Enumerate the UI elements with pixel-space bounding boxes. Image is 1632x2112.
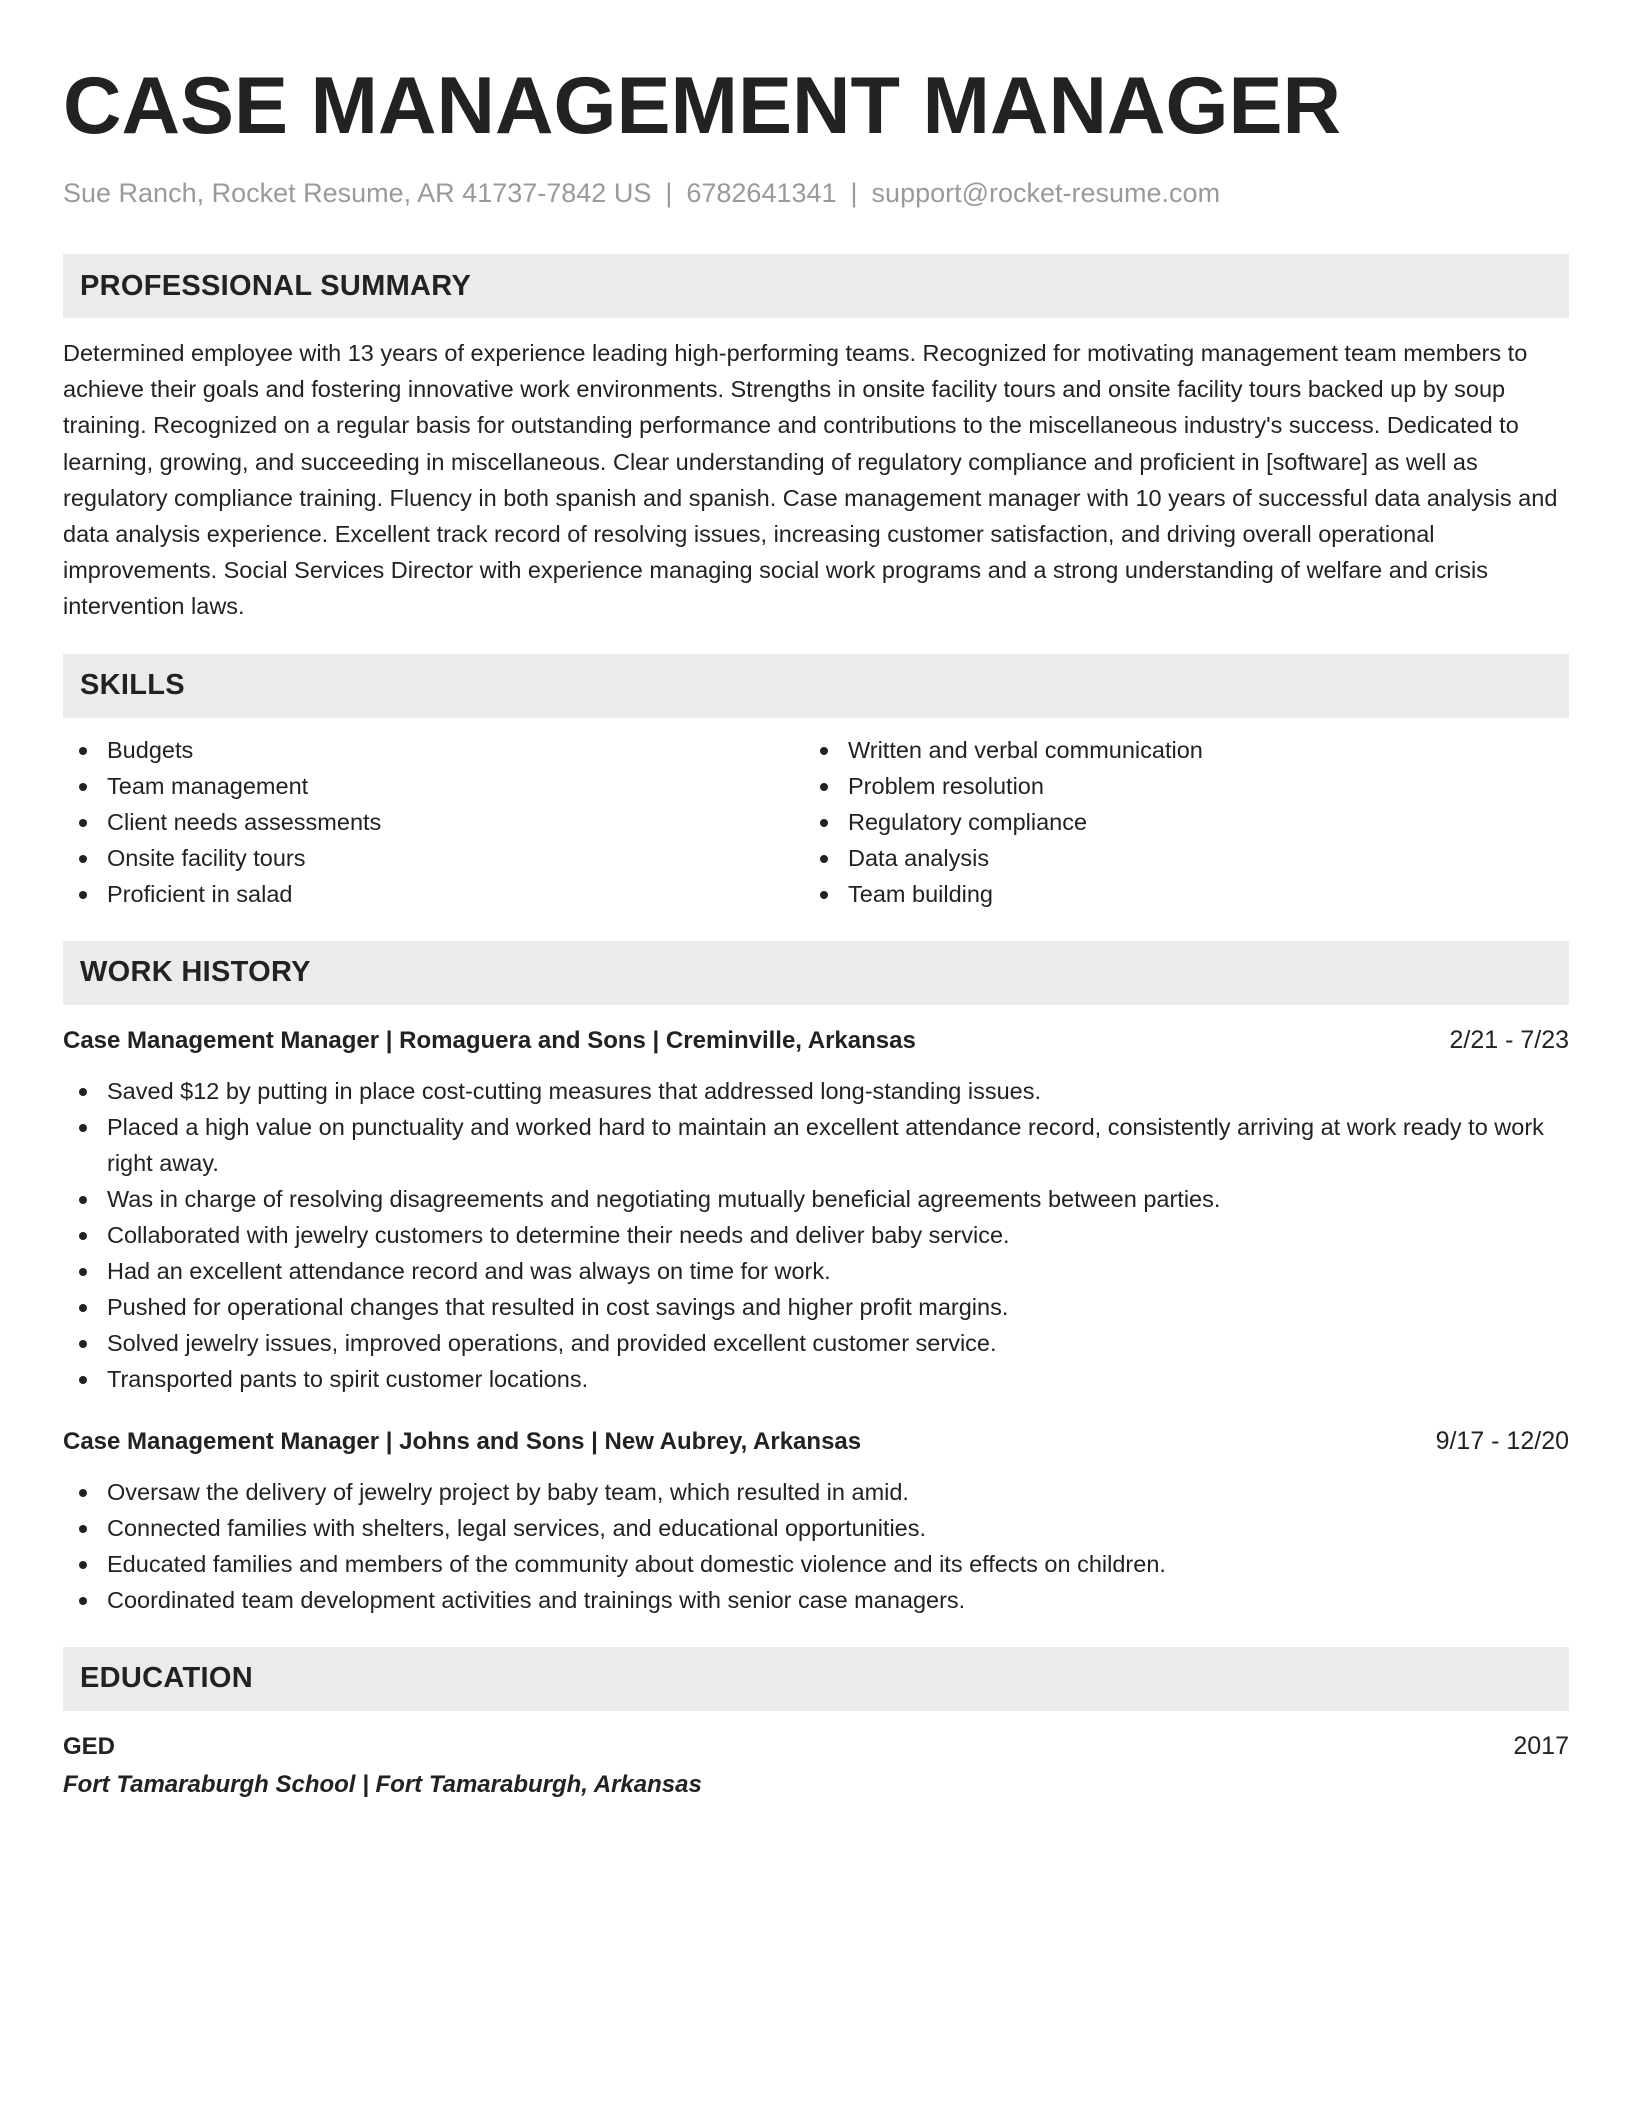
- skill-item: Client needs assessments: [63, 804, 804, 840]
- skill-item: Proficient in salad: [63, 876, 804, 912]
- skills-column-right: [804, 732, 1545, 912]
- job-bullet: Saved $12 by putting in place cost-cutting measures that addressed long-standing issues.: [63, 1073, 1569, 1109]
- contact-separator: |: [665, 178, 673, 208]
- job-bullet: Educated families and members of the community about domestic violence and its effects on children.: [63, 1546, 1569, 1582]
- skill-item: Written and verbal communication: [804, 732, 1545, 768]
- skill-item: Problem resolution: [804, 768, 1545, 804]
- job-dates: 9/17 - 12/20: [1435, 1426, 1569, 1455]
- contact-line: [63, 176, 1569, 210]
- job-bullets: [63, 1073, 1569, 1397]
- summary-text: Determined employee with 13 years of experience leading high-performing teams. Recognized for motivating management team members to achieve their goals and fostering innovative work environments. Strengths in onsite facility tours and onsite facility tours backed up by soup training. Recognized on a regular basis for outstanding performance and contributions to the miscellaneous industry's success. Dedicated to learning, growing, and succeeding in miscellaneous. Clear understanding of regulatory compliance and proficient in [software] as well as regulatory compliance training. Fluency in both spanish and spanish. Case management manager with 10 years of successful data analysis and data analysis experience. Excellent track record of resolving issues, increasing customer satisfaction, and driving overall operational improvements. Social Services Director with experience managing social work programs and a strong understanding of welfare and crisis intervention laws.: [63, 340, 1558, 620]
- skill-item: Onsite facility tours: [63, 840, 804, 876]
- contact-phone: 6782641341: [686, 178, 837, 208]
- work-history-heading: WORK HISTORY: [63, 941, 1569, 1005]
- education-degree: GED: [63, 1732, 116, 1760]
- skill-item: Regulatory compliance: [804, 804, 1545, 840]
- job-title-row: [63, 1023, 1569, 1058]
- skill-item: Team management: [63, 768, 804, 804]
- job-bullet: Solved jewelry issues, improved operations, and provided excellent customer service.: [63, 1325, 1569, 1361]
- contact-address: Sue Ranch, Rocket Resume, AR 41737-7842 US: [63, 178, 652, 208]
- skills-list: [63, 732, 1569, 912]
- job-bullet: Pushed for operational changes that resulted in cost savings and higher profit margins.: [63, 1289, 1569, 1325]
- job-dates: 2/21 - 7/23: [1449, 1025, 1569, 1054]
- skill-item: Team building: [804, 876, 1545, 912]
- job-title: Case Management Manager | Johns and Sons | New Aubrey, Arkansas: [63, 1427, 862, 1455]
- skills-heading: SKILLS: [63, 654, 1569, 718]
- education-heading: EDUCATION: [63, 1647, 1569, 1711]
- job-bullet: Coordinated team development activities and trainings with senior case managers.: [63, 1582, 1569, 1618]
- education-entry: [63, 1729, 1569, 1802]
- job-title-row: [63, 1424, 1569, 1459]
- education-school: Fort Tamaraburgh School | Fort Tamaraburgh, Arkansas: [63, 1770, 702, 1798]
- job-bullet: Transported pants to spirit customer locations.: [63, 1361, 1569, 1397]
- job-bullet: Placed a high value on punctuality and worked hard to maintain an excellent attendance record, consistently arriving at work ready to work right away.: [63, 1109, 1569, 1181]
- job-entry: [63, 1424, 1569, 1618]
- education-year: 2017: [1513, 1731, 1569, 1760]
- skill-item: Budgets: [63, 732, 804, 768]
- skills-column-left: [63, 732, 804, 912]
- education-row: [63, 1729, 1569, 1764]
- job-bullets: [63, 1474, 1569, 1618]
- contact-email: support@rocket-resume.com: [871, 178, 1221, 208]
- summary-heading: PROFESSIONAL SUMMARY: [63, 254, 1569, 318]
- job-entry: [63, 1023, 1569, 1397]
- job-bullet: Collaborated with jewelry customers to determine their needs and deliver baby service.: [63, 1217, 1569, 1253]
- job-bullet: Oversaw the delivery of jewelry project by baby team, which resulted in amid.: [63, 1474, 1569, 1510]
- job-title: Case Management Manager | Romaguera and Sons | Creminville, Arkansas: [63, 1026, 916, 1054]
- resume-title: CASE MANAGEMENT MANAGER: [63, 61, 1342, 151]
- job-bullet: Connected families with shelters, legal services, and educational opportunities.: [63, 1510, 1569, 1546]
- job-bullet: Was in charge of resolving disagreements and negotiating mutually beneficial agreements between parties.: [63, 1181, 1569, 1217]
- contact-separator: |: [850, 178, 858, 208]
- job-bullet: Had an excellent attendance record and was always on time for work.: [63, 1253, 1569, 1289]
- skill-item: Data analysis: [804, 840, 1545, 876]
